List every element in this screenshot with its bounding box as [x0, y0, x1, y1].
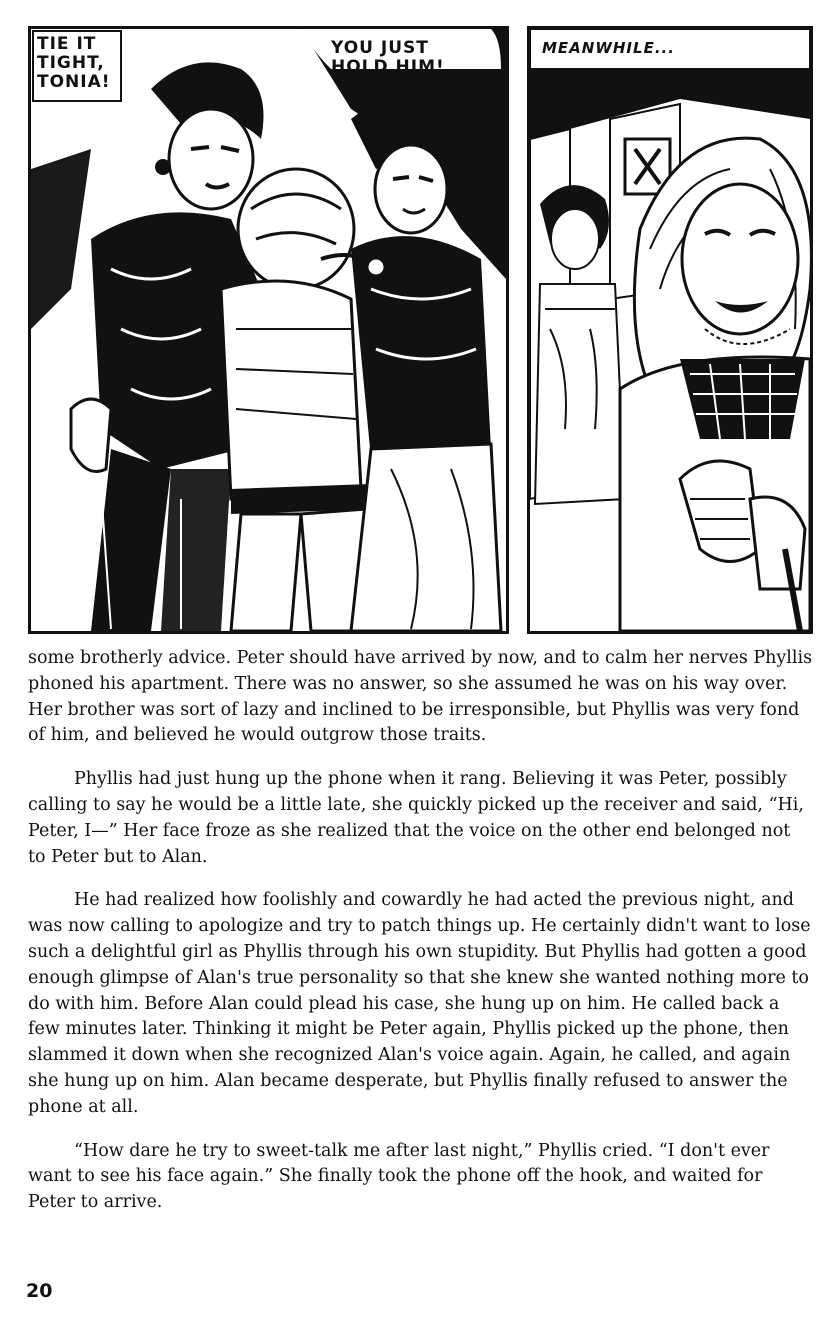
page-number: 20	[26, 1280, 53, 1302]
story-text	[28, 646, 813, 1234]
comic-panel-right	[527, 26, 813, 634]
paragraph-2: Phyllis had just hung up the phone when it rang. Believing it was Peter, possibly calling to say he would be a little late, she quickly picked up the receiver and said, “Hi, Peter, I—” Her face froze as she realized that the voice on the other end belonged not to Peter but to Alan.	[28, 769, 804, 867]
comic-panel-left	[28, 26, 509, 634]
panel-left-artwork	[31, 29, 506, 631]
paragraph-3: He had realized how foolishly and cowardly he had acted the previous night, and was now calling to apologize and try to patch things up. He certainly didn't want to lose such a delightful girl as Phyllis through his own stupidity. But Phyllis had gotten a good enough glimpse of Alan's true personality so that she knew she wanted nothing more to do with him. Before Alan could plead his case, she hung up on him. He called back a few minutes later. Thinking it might be Peter again, Phyllis picked up the phone, then slammed it down when she recognized Alan's voice again. Again, he called, and again she hung up on him. Alan became desperate, but Phyllis finally refused to answer the phone at all.	[28, 890, 811, 1117]
panel-right-artwork	[530, 29, 810, 631]
speech-balloon-tonia: TIE IT TIGHT, TONIA!	[37, 34, 111, 92]
paragraph-4: “How dare he try to sweet-talk me after last night,” Phyllis cried. “I don't ever want to see his face again.” She finally took the phone off the hook, and waited for Peter to arrive.	[28, 1140, 770, 1213]
meanwhile-caption: MEANWHILE...	[542, 39, 675, 57]
paragraph-1: some brotherly advice. Peter should have arrived by now, and to calm her nerves Phyllis phoned his apartment. There was no answer, so she assumed he was on his way over. Her brother was sort of lazy and inclined to be irresponsible, but Phyllis was very fond of him, and believed he would outgrow those traits.	[28, 648, 813, 746]
speech-balloon-phyllis: YOU JUST HOLD HIM!	[331, 38, 445, 77]
